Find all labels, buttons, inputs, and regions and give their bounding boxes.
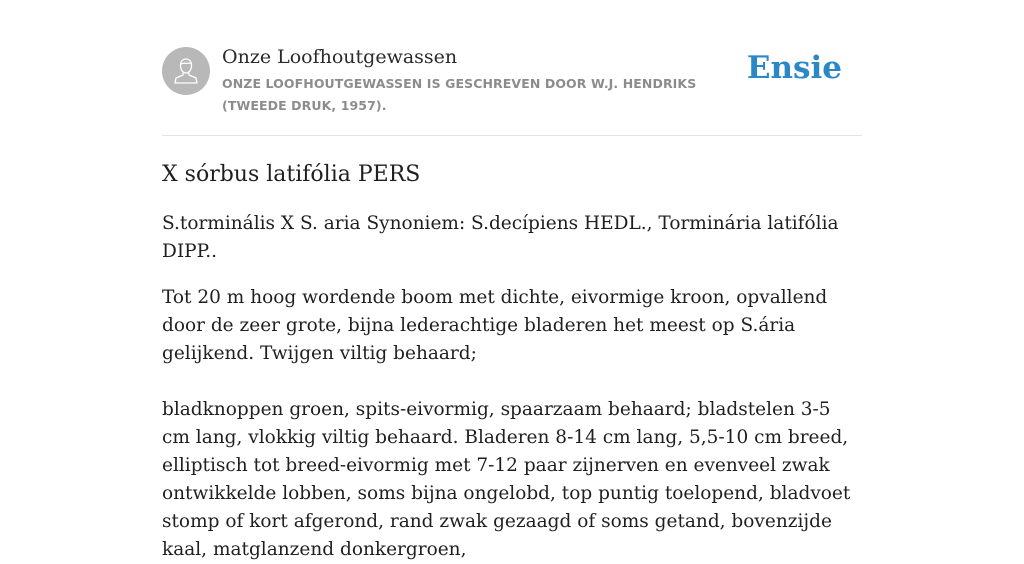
ensie-logo[interactable]: Ensie [746, 50, 842, 86]
header-divider [162, 135, 862, 136]
article-paragraph: bladknoppen groen, spits-eivormig, spaarzaam behaard; bladstelen 3-5 cm lang, vlokkig viltig behaard. Bladeren 8-14 cm lang, 5,5-10 cm breed, elliptisch tot breed-eivormig met 7-12 paar zijnerven en evenveel zwak ontwikkelde lobben, soms bijna ongelobd, top puntig toelopend, bladvoet stomp of kort afgerond, rand zwak gezaagd of soms getand, bovenzijde kaal, matglanzend donkergroen, [162, 399, 851, 560]
article-title: X sórbus latifólia PERS [162, 162, 421, 187]
author-name[interactable]: Onze Loofhoutgewassen [222, 46, 458, 68]
user-icon [162, 47, 210, 95]
article-paragraph: Tot 20 m hoog wordende boom met dichte, eivormige kroon, opvallend door de zeer grote, bijna lederachtige bladeren het meest op S.ária gelijkend. Twijgen viltig behaard; [162, 287, 828, 364]
author-avatar[interactable] [162, 47, 210, 95]
article [162, 158, 862, 564]
article-synonyms: S.torminális X S. aria Synoniem: S.decípiens HEDL., Torminária latifólia DIPP.. [162, 213, 839, 262]
author-header [162, 45, 862, 135]
author-description: ONZE LOOFHOUTGEWASSEN IS GESCHREVEN DOOR W.J. HENDRIKS (TWEEDE DRUK, 1957). [222, 76, 697, 113]
